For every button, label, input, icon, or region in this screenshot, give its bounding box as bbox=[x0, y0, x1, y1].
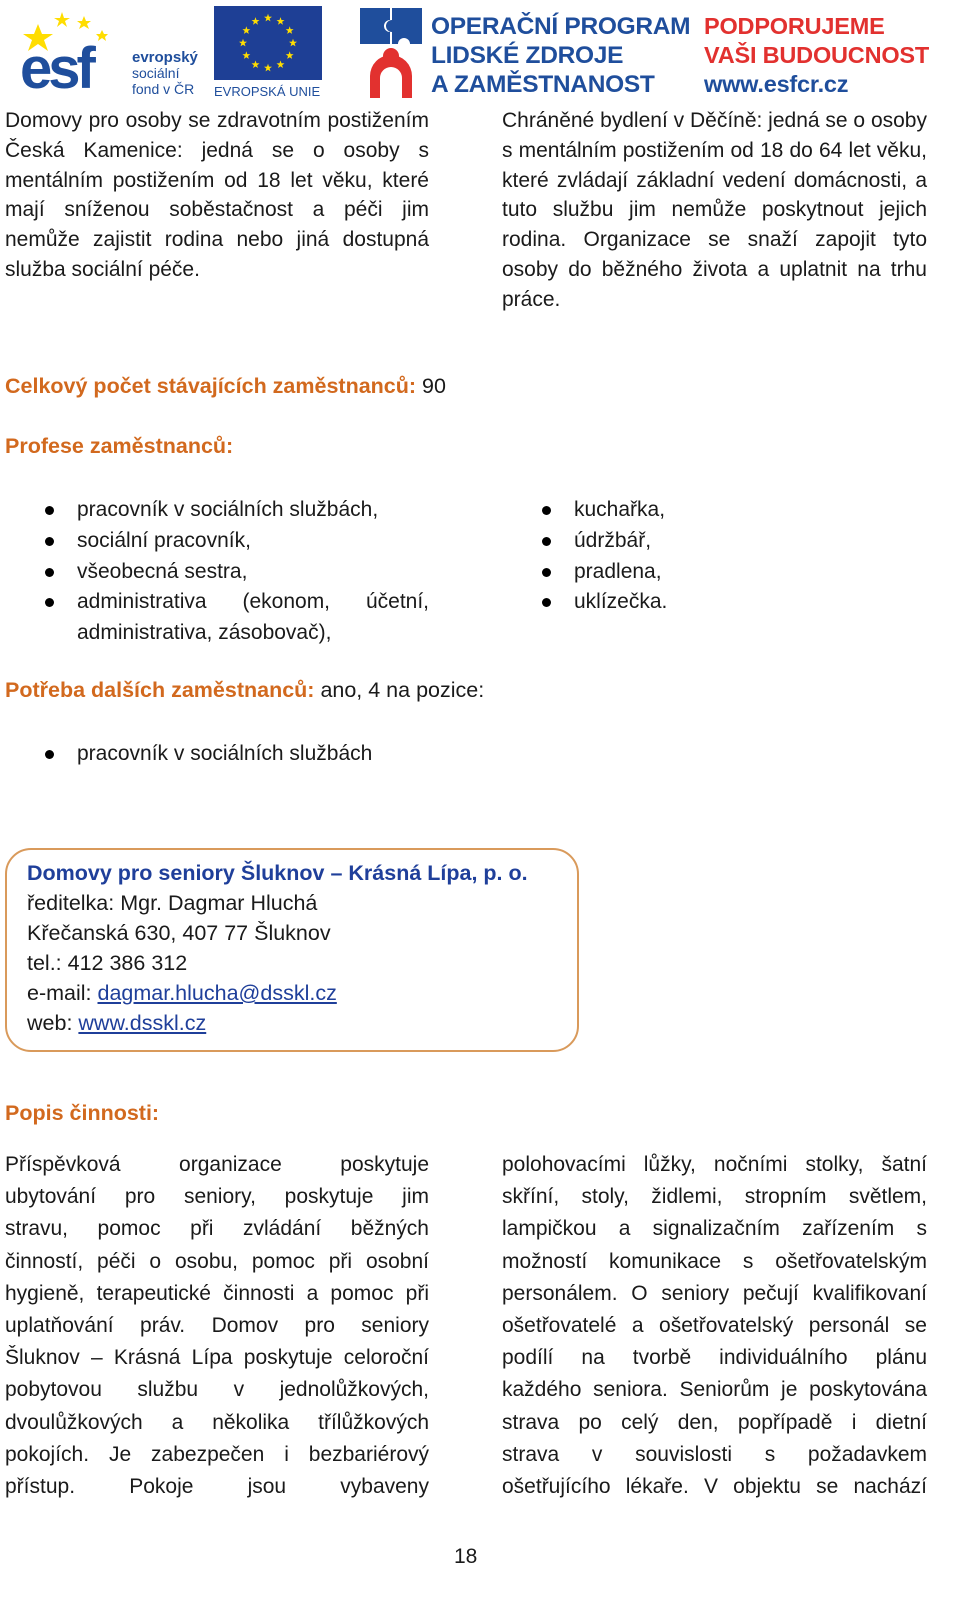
text-line: podílí na tvorbě individuálního plánu bbox=[502, 1346, 927, 1370]
text-line: strava po celý den, popřípadě i dietní bbox=[502, 1410, 927, 1434]
op-title-line-2: LIDSKÉ ZDROJE bbox=[431, 42, 624, 69]
list-item: pradlena, bbox=[502, 557, 927, 588]
list-item: uklízečka. bbox=[502, 587, 927, 618]
eu-flag-icon bbox=[214, 6, 322, 98]
intro-right-paragraph: Chráněné bydlení v Děčíně: jedná se o osoby s mentálním postižením od 18 do 64 let věku, které zvládají základní vedení domácnosti, a tuto službu jim nemůže poskytnout jejich rodina. Organizace se snaží zapojit tyto osoby do běžného života a uplatnit na trhu práce. bbox=[502, 109, 927, 311]
web-label: web: bbox=[27, 1011, 73, 1035]
staff-need-label: Potřeba dalších zaměstnanců: bbox=[5, 678, 315, 702]
total-staff-label: Celkový počet stávajících zaměstnanců: bbox=[5, 374, 417, 398]
text-line: pobytovou službu v jednolůžkových, bbox=[5, 1378, 429, 1402]
email-line bbox=[27, 978, 528, 1008]
email-link[interactable]: dagmar.hlucha@dsskl.cz bbox=[97, 981, 337, 1005]
esf-logo bbox=[20, 6, 206, 98]
list-item: sociální pracovník, bbox=[5, 526, 429, 557]
text-line: pokojích. Je zabezpečen i bezbariérový bbox=[5, 1442, 429, 1466]
text-line: možností komunikace s ošetřovatelským bbox=[502, 1249, 927, 1273]
activity-right-column bbox=[502, 1149, 927, 1503]
slogan-line-1: PODPORUJEME bbox=[704, 13, 885, 39]
op-title-line-3: A ZAMĚSTNANOST bbox=[431, 71, 655, 98]
op-title-line-1: OPERAČNÍ PROGRAM bbox=[431, 13, 691, 40]
svg-text:EVROPSKÁ UNIE: EVROPSKÁ UNIE bbox=[214, 84, 321, 98]
staff-need-value: ano, 4 na pozice: bbox=[320, 678, 485, 702]
text-line: každého seniora. Seniorům je poskytována bbox=[502, 1378, 927, 1402]
svg-text:fond v ČR: fond v ČR bbox=[132, 81, 195, 97]
web-link[interactable]: www.dsskl.cz bbox=[78, 1011, 207, 1035]
professions-heading: Profese zaměstnanců: bbox=[5, 434, 234, 458]
text-line: uplatňování práv. Domov pro seniory bbox=[5, 1314, 429, 1338]
intro-left-paragraph: Domovy pro osoby se zdravotním postižením Česká Kamenice: jedná se o osoby s mentálním postižením od 18 let věku, které mají sníženou soběstačnost a péči jim nemůže zajistit rodina nebo jiná dostupná služba sociální péče. bbox=[5, 109, 429, 281]
text-line: ubytování pro seniory, poskytuje jim bbox=[5, 1185, 429, 1209]
text-line: hygieně, terapeutické činnosti a pomoc při bbox=[5, 1281, 429, 1305]
email-label: e-mail: bbox=[27, 981, 92, 1005]
text-line: Příspěvková organizace poskytuje bbox=[5, 1153, 429, 1176]
text-line: ošetřujícího lékaře. V objektu se nachází bbox=[502, 1475, 927, 1499]
text-line: dvoulůžkových a několika třílůžkových bbox=[5, 1410, 429, 1434]
activity-left-column bbox=[5, 1149, 429, 1503]
professions-list-right bbox=[502, 495, 927, 618]
professions-list-left bbox=[5, 495, 429, 649]
list-item: pracovník v sociálních službách, bbox=[5, 495, 429, 526]
total-staff-value: 90 bbox=[422, 374, 446, 398]
text-line: ošetřovatelé a ošetřovatelský personál se bbox=[502, 1314, 927, 1338]
eu-flag-logo bbox=[214, 6, 322, 98]
activity-heading: Popis činnosti: bbox=[5, 1101, 160, 1125]
text-line: strava v souvislosti s požadavkem bbox=[502, 1442, 927, 1466]
phone: tel.: 412 386 312 bbox=[27, 951, 188, 975]
web-line bbox=[27, 1008, 528, 1038]
text-line: činností, péči o osobu, pomoc při osobní bbox=[5, 1249, 429, 1273]
page-number: 18 bbox=[454, 1545, 478, 1568]
slogan-logo bbox=[704, 12, 930, 98]
puzzle-people-icon bbox=[356, 6, 426, 98]
op-lzz-logo bbox=[356, 4, 691, 100]
list-item: administrativa (ekonom, účetní, administrativa, zásobovač), bbox=[5, 587, 429, 649]
svg-text:sociální: sociální bbox=[132, 65, 180, 81]
address: Křečanská 630, 407 77 Šluknov bbox=[27, 921, 331, 945]
director: ředitelka: Mgr. Dagmar Hluchá bbox=[27, 891, 318, 915]
contact-details bbox=[27, 858, 528, 1038]
esf-logo-graphic bbox=[20, 6, 206, 98]
list-item: údržbář, bbox=[502, 526, 927, 557]
slogan-web: www.esfcr.cz bbox=[704, 71, 849, 97]
text-line: stravu, pomoc při zvládání běžných bbox=[5, 1217, 429, 1241]
text-line: přístup. Pokoje jsou vybaveny bbox=[5, 1475, 429, 1499]
needed-positions-list bbox=[5, 739, 605, 770]
list-item: všeobecná sestra, bbox=[5, 557, 429, 588]
total-staff-line bbox=[5, 374, 446, 399]
list-item: kuchařka, bbox=[502, 495, 927, 526]
slogan-line-2: VAŠI BUDOUCNOST bbox=[704, 42, 930, 68]
svg-text:evropský: evropský bbox=[132, 49, 198, 66]
list-item: pracovník v sociálních službách bbox=[5, 739, 605, 770]
text-line: lampičkou a signalizačním zařízením s bbox=[502, 1217, 927, 1241]
text-line: Šluknov – Krásná Lípa poskytuje celoroční bbox=[5, 1346, 429, 1370]
staff-need-line bbox=[5, 678, 484, 703]
text-line: skříní, stoly, židlemi, stropním světlem, bbox=[502, 1185, 927, 1209]
esf-letters: esf bbox=[20, 36, 92, 98]
organization-name: Domovy pro seniory Šluknov – Krásná Lípa, p. o. bbox=[27, 861, 528, 885]
text-line: polohovacími lůžky, nočními stolky, šatní bbox=[502, 1153, 927, 1176]
text-line: personálem. O seniory pečují kvalifikovaní bbox=[502, 1281, 927, 1305]
